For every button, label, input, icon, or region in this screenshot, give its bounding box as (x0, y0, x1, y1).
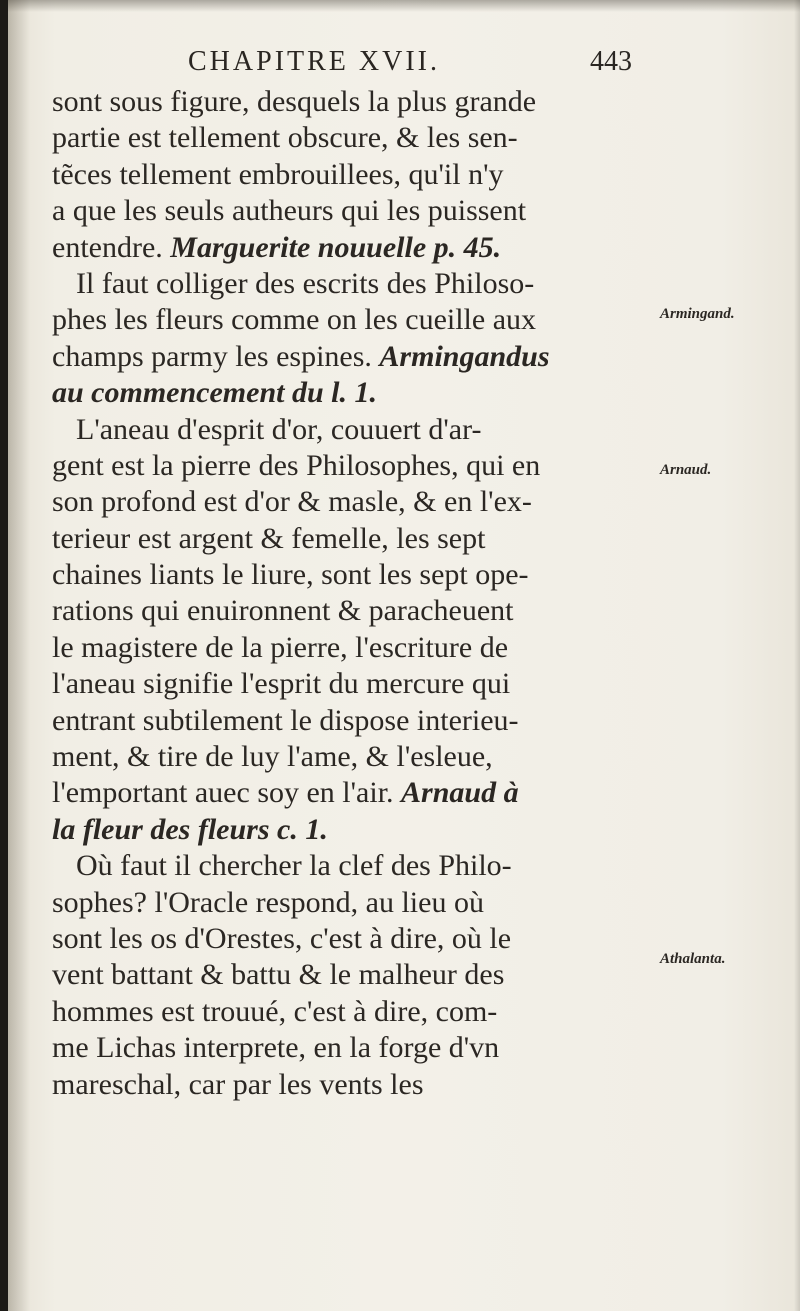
running-title: CHAPITRE XVII. (188, 46, 440, 77)
text-line: sont sous figure, desquels la plus grande (52, 85, 537, 118)
text-line: entrant subtilement le dispose interieu- (52, 703, 519, 737)
page-number: 443 (590, 46, 632, 77)
text-line: terieur est argent & femelle, les sept (52, 521, 486, 555)
citation: Marguerite nouuelle p. 45. (170, 230, 502, 264)
body-text (52, 84, 662, 1103)
citation: Arnaud à (401, 776, 519, 810)
text-line: Où faut il chercher la clef des Philo- (76, 849, 512, 883)
citation: Armingandus (379, 339, 550, 373)
text-line: sont les os d'Orestes, c'est à dire, où le (52, 921, 512, 955)
text-line: phes les fleurs comme on les cueille aux (52, 303, 537, 337)
text-line: L'aneau d'esprit d'or, couuert d'ar- (76, 412, 482, 446)
text-line: vent battant & battu & le malheur des (52, 958, 505, 992)
text-line: sophes? l'Oracle respond, au lieu où (52, 885, 484, 919)
text-line: son profond est d'or & masle, & en l'ex- (52, 485, 532, 519)
book-page (8, 0, 800, 1311)
margin-note-athalanta: Athalanta. (660, 951, 726, 967)
text-line: gent est la pierre des Philosophes, qui en (52, 448, 541, 482)
text-line: tẽces tellement embrouillees, qu'il n'y (52, 157, 504, 191)
text-line: chaines liants le liure, sont les sept ope- (52, 558, 529, 592)
text-line: le magistere de la pierre, l'escriture de (52, 630, 509, 664)
text-line: Il faut colliger des escrits des Philoso- (76, 266, 535, 300)
citation-line: la fleur des fleurs c. 1. (52, 812, 328, 846)
gutter-shadow (8, 0, 30, 1311)
top-edge-shadow (8, 0, 800, 12)
text-line: champs parmy les espines. Armingandus (52, 339, 550, 373)
text-line: l'emportant auec soy en l'air. Arnaud à (52, 776, 519, 810)
text-line: rations qui enuironnent & paracheuent (52, 594, 514, 628)
margin-note-arnaud: Arnaud. (660, 462, 712, 478)
text-line: a que les seuls autheurs qui les puissent (52, 194, 527, 228)
text-line: partie est tellement obscure, & les sen- (52, 121, 518, 155)
page-edge (794, 0, 800, 1311)
text-line: ment, & tire de luy l'ame, & l'esleue, (52, 740, 493, 774)
margin-note-armingand: Armingand. (660, 306, 735, 322)
citation-line: au commencement du l. 1. (52, 376, 377, 410)
text-line: hommes est trouué, c'est à dire, com- (52, 994, 498, 1028)
page-header (8, 46, 800, 86)
text-line: mareschal, car par les vents les (52, 1067, 424, 1101)
text-line: me Lichas interprete, en la forge d'vn (52, 1031, 500, 1065)
text-line: l'aneau signifie l'esprit du mercure qui (52, 667, 511, 701)
text-line: entendre. Marguerite nouuelle p. 45. (52, 230, 502, 264)
